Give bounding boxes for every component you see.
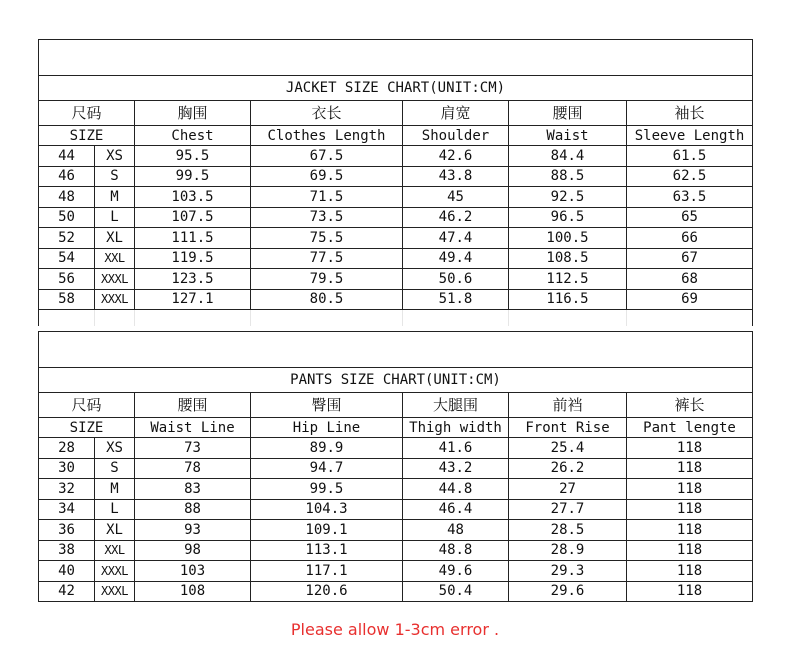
jacket-cell: 73.5 xyxy=(251,207,403,228)
pants-cell: 109.1 xyxy=(251,520,403,541)
jacket-cell: XXXL xyxy=(95,289,135,310)
pants-cell: 49.6 xyxy=(403,561,509,582)
jacket-cell: 77.5 xyxy=(251,248,403,269)
jacket-cell: XXXL xyxy=(95,269,135,290)
jacket-header-en: Shoulder xyxy=(403,126,509,146)
table-row xyxy=(39,207,753,228)
pants-cell: 103 xyxy=(135,561,251,582)
pants-cell: 78 xyxy=(135,458,251,479)
jacket-cell: 71.5 xyxy=(251,187,403,208)
jacket-cell: 75.5 xyxy=(251,228,403,249)
pants-cell: 93 xyxy=(135,520,251,541)
jacket-cell: 42.6 xyxy=(403,146,509,167)
jacket-header-en: Chest xyxy=(135,126,251,146)
pants-cell: 88 xyxy=(135,499,251,520)
jacket-cell: 123.5 xyxy=(135,269,251,290)
jacket-header-cn: 腰围 xyxy=(509,101,627,126)
jacket-blank-header xyxy=(39,40,753,76)
pants-cell: 36 xyxy=(39,520,95,541)
spacer-cell xyxy=(509,310,627,327)
pants-cell: 30 xyxy=(39,458,95,479)
pants-header-en: Pant lengte xyxy=(627,418,753,438)
jacket-cell: 95.5 xyxy=(135,146,251,167)
jacket-cell: 49.4 xyxy=(403,248,509,269)
jacket-header-en: SIZE xyxy=(39,126,135,146)
pants-cell: 50.4 xyxy=(403,581,509,602)
jacket-size-chart xyxy=(38,39,752,326)
pants-cell: 44.8 xyxy=(403,479,509,500)
jacket-cell: S xyxy=(95,166,135,187)
pants-header-en: Waist Line xyxy=(135,418,251,438)
jacket-cell: 48 xyxy=(39,187,95,208)
jacket-cell: 92.5 xyxy=(509,187,627,208)
jacket-cell: 47.4 xyxy=(403,228,509,249)
jacket-cell: L xyxy=(95,207,135,228)
jacket-cell: 67.5 xyxy=(251,146,403,167)
pants-cell: 28 xyxy=(39,438,95,459)
pants-cell: 26.2 xyxy=(509,458,627,479)
table-row xyxy=(39,166,753,187)
jacket-cell: XXL xyxy=(95,248,135,269)
pants-cell: 25.4 xyxy=(509,438,627,459)
jacket-cell: 52 xyxy=(39,228,95,249)
jacket-cell: 43.8 xyxy=(403,166,509,187)
pants-cell: 28.9 xyxy=(509,540,627,561)
error-note: Please allow 1-3cm error . xyxy=(290,620,500,639)
pants-cell: 118 xyxy=(627,499,753,520)
pants-header-cn: 前裆 xyxy=(509,393,627,418)
pants-cell: 89.9 xyxy=(251,438,403,459)
pants-cell: XXL xyxy=(95,540,135,561)
table-row xyxy=(39,479,753,500)
pants-size-chart xyxy=(38,331,752,602)
table-row xyxy=(39,520,753,541)
spacer-cell xyxy=(627,310,753,327)
jacket-header-cn: 胸围 xyxy=(135,101,251,126)
pants-cell: 98 xyxy=(135,540,251,561)
pants-header-cn: 大腿围 xyxy=(403,393,509,418)
pants-cell: 41.6 xyxy=(403,438,509,459)
jacket-header-en: Sleeve Length xyxy=(627,126,753,146)
pants-header-cn: 臀围 xyxy=(251,393,403,418)
jacket-cell: 100.5 xyxy=(509,228,627,249)
pants-cell: 118 xyxy=(627,561,753,582)
jacket-cell: 44 xyxy=(39,146,95,167)
jacket-cell: 80.5 xyxy=(251,289,403,310)
table-row xyxy=(39,228,753,249)
pants-cell: 118 xyxy=(627,520,753,541)
jacket-cell: 88.5 xyxy=(509,166,627,187)
table-row xyxy=(39,499,753,520)
pants-cell: 118 xyxy=(627,540,753,561)
pants-cell: 43.2 xyxy=(403,458,509,479)
table-row xyxy=(39,269,753,290)
jacket-cell: 69.5 xyxy=(251,166,403,187)
jacket-cell: 46 xyxy=(39,166,95,187)
pants-cell: 48 xyxy=(403,520,509,541)
jacket-cell: 66 xyxy=(627,228,753,249)
pants-cell: 118 xyxy=(627,479,753,500)
pants-header-en: SIZE xyxy=(39,418,135,438)
pants-cell: 99.5 xyxy=(251,479,403,500)
pants-cell: 117.1 xyxy=(251,561,403,582)
jacket-cell: 84.4 xyxy=(509,146,627,167)
pants-cell: 94.7 xyxy=(251,458,403,479)
jacket-header-cn: 尺码 xyxy=(39,101,135,126)
spacer-cell xyxy=(39,310,95,327)
pants-cell: 113.1 xyxy=(251,540,403,561)
jacket-cell: 50 xyxy=(39,207,95,228)
pants-cell: 118 xyxy=(627,458,753,479)
jacket-cell: 54 xyxy=(39,248,95,269)
table-row xyxy=(39,248,753,269)
jacket-header-en: Waist xyxy=(509,126,627,146)
pants-cell: 34 xyxy=(39,499,95,520)
pants-cell: 32 xyxy=(39,479,95,500)
jacket-cell: 65 xyxy=(627,207,753,228)
pants-cell: XXXL xyxy=(95,581,135,602)
pants-chart-title: PANTS SIZE CHART(UNIT:CM) xyxy=(39,368,753,393)
pants-cell: M xyxy=(95,479,135,500)
pants-blank-header xyxy=(39,332,753,368)
jacket-cell: 51.8 xyxy=(403,289,509,310)
jacket-header-cn: 袖长 xyxy=(627,101,753,126)
pants-cell: 48.8 xyxy=(403,540,509,561)
jacket-cell: XS xyxy=(95,146,135,167)
pants-header-en: Front Rise xyxy=(509,418,627,438)
table-row xyxy=(39,581,753,602)
jacket-cell: 116.5 xyxy=(509,289,627,310)
jacket-cell: 45 xyxy=(403,187,509,208)
jacket-chart-title: JACKET SIZE CHART(UNIT:CM) xyxy=(39,76,753,101)
spacer-cell xyxy=(95,310,135,327)
pants-cell: 118 xyxy=(627,581,753,602)
jacket-cell: 56 xyxy=(39,269,95,290)
pants-cell: 73 xyxy=(135,438,251,459)
pants-cell: 40 xyxy=(39,561,95,582)
pants-cell: 118 xyxy=(627,438,753,459)
pants-header-cn: 尺码 xyxy=(39,393,135,418)
pants-header-cn: 裤长 xyxy=(627,393,753,418)
jacket-cell: 69 xyxy=(627,289,753,310)
jacket-cell: 46.2 xyxy=(403,207,509,228)
pants-cell: 28.5 xyxy=(509,520,627,541)
jacket-cell: 103.5 xyxy=(135,187,251,208)
table-row xyxy=(39,540,753,561)
spacer-cell xyxy=(251,310,403,327)
table-row xyxy=(39,458,753,479)
jacket-cell: 79.5 xyxy=(251,269,403,290)
jacket-cell: 111.5 xyxy=(135,228,251,249)
pants-table xyxy=(38,331,753,602)
pants-cell: 46.4 xyxy=(403,499,509,520)
pants-cell: 27.7 xyxy=(509,499,627,520)
jacket-cell: 107.5 xyxy=(135,207,251,228)
pants-cell: L xyxy=(95,499,135,520)
pants-cell: 83 xyxy=(135,479,251,500)
pants-cell: 42 xyxy=(39,581,95,602)
pants-cell: 27 xyxy=(509,479,627,500)
spacer-cell xyxy=(403,310,509,327)
table-row xyxy=(39,438,753,459)
table-row xyxy=(39,146,753,167)
jacket-cell: 127.1 xyxy=(135,289,251,310)
jacket-cell: 63.5 xyxy=(627,187,753,208)
jacket-cell: 119.5 xyxy=(135,248,251,269)
pants-cell: XS xyxy=(95,438,135,459)
pants-cell: XL xyxy=(95,520,135,541)
table-row xyxy=(39,561,753,582)
spacer-cell xyxy=(135,310,251,327)
jacket-cell: 58 xyxy=(39,289,95,310)
pants-cell: 120.6 xyxy=(251,581,403,602)
jacket-cell: M xyxy=(95,187,135,208)
jacket-header-en: Clothes Length xyxy=(251,126,403,146)
pants-header-cn: 腰围 xyxy=(135,393,251,418)
table-row xyxy=(39,289,753,310)
pants-cell: 108 xyxy=(135,581,251,602)
pants-cell: 38 xyxy=(39,540,95,561)
jacket-table xyxy=(38,39,753,326)
jacket-cell: 99.5 xyxy=(135,166,251,187)
jacket-cell: 61.5 xyxy=(627,146,753,167)
jacket-cell: 67 xyxy=(627,248,753,269)
pants-cell: 29.3 xyxy=(509,561,627,582)
jacket-cell: 96.5 xyxy=(509,207,627,228)
jacket-cell: 112.5 xyxy=(509,269,627,290)
jacket-cell: 62.5 xyxy=(627,166,753,187)
jacket-header-cn: 肩宽 xyxy=(403,101,509,126)
jacket-cell: 50.6 xyxy=(403,269,509,290)
pants-header-en: Hip Line xyxy=(251,418,403,438)
jacket-header-cn: 衣长 xyxy=(251,101,403,126)
jacket-cell: 108.5 xyxy=(509,248,627,269)
pants-cell: 104.3 xyxy=(251,499,403,520)
jacket-cell: XL xyxy=(95,228,135,249)
jacket-cell: 68 xyxy=(627,269,753,290)
table-row xyxy=(39,187,753,208)
pants-cell: 29.6 xyxy=(509,581,627,602)
pants-header-en: Thigh width xyxy=(403,418,509,438)
pants-cell: XXXL xyxy=(95,561,135,582)
pants-cell: S xyxy=(95,458,135,479)
